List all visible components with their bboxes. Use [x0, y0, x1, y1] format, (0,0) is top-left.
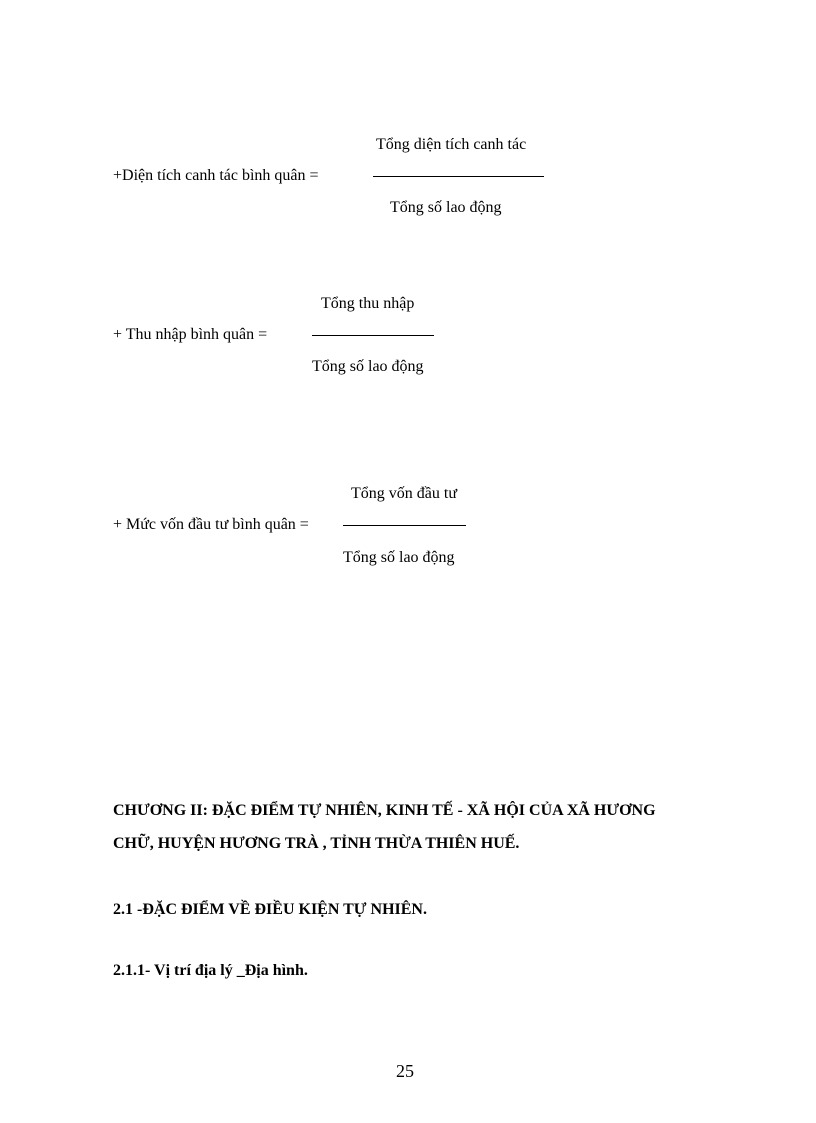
formula-2-denominator: Tổng số lao động — [312, 358, 424, 375]
formula-1-denominator: Tổng số lao động — [390, 199, 502, 216]
chapter-title-line-1: CHƯƠNG II: ĐẶC ĐIỂM TỰ NHIÊN, KINH TẾ - XÃ HỘI CỦA XÃ HƯƠNG — [113, 802, 656, 819]
formula-3-numerator: Tổng vốn đầu tư — [351, 485, 457, 502]
section-title: 2.1 -ĐẶC ĐIỂM VỀ ĐIỀU KIỆN TỰ NHIÊN. — [113, 901, 427, 918]
formula-1-numerator: Tổng diện tích canh tác — [376, 136, 527, 153]
chapter-title-line-2: CHỮ, HUYỆN HƯƠNG TRÀ , TỈNH THỪA THIÊN HUẾ. — [113, 835, 520, 852]
formula-1-fraction-bar — [373, 176, 544, 177]
formula-2-label: + Thu nhập bình quân = — [113, 326, 268, 343]
formula-2-numerator: Tổng thu nhập — [321, 295, 415, 312]
formula-3-label: + Mức vốn đầu tư bình quân = — [113, 516, 309, 533]
formula-3-denominator: Tổng số lao động — [343, 549, 455, 566]
formula-1-label: +Diện tích canh tác bình quân = — [113, 167, 319, 184]
subsection-title: 2.1.1- Vị trí địa lý _Địa hình. — [113, 962, 308, 979]
page-number: 25 — [396, 1061, 414, 1081]
formula-3-fraction-bar — [343, 525, 466, 526]
formula-2-fraction-bar — [312, 335, 434, 336]
